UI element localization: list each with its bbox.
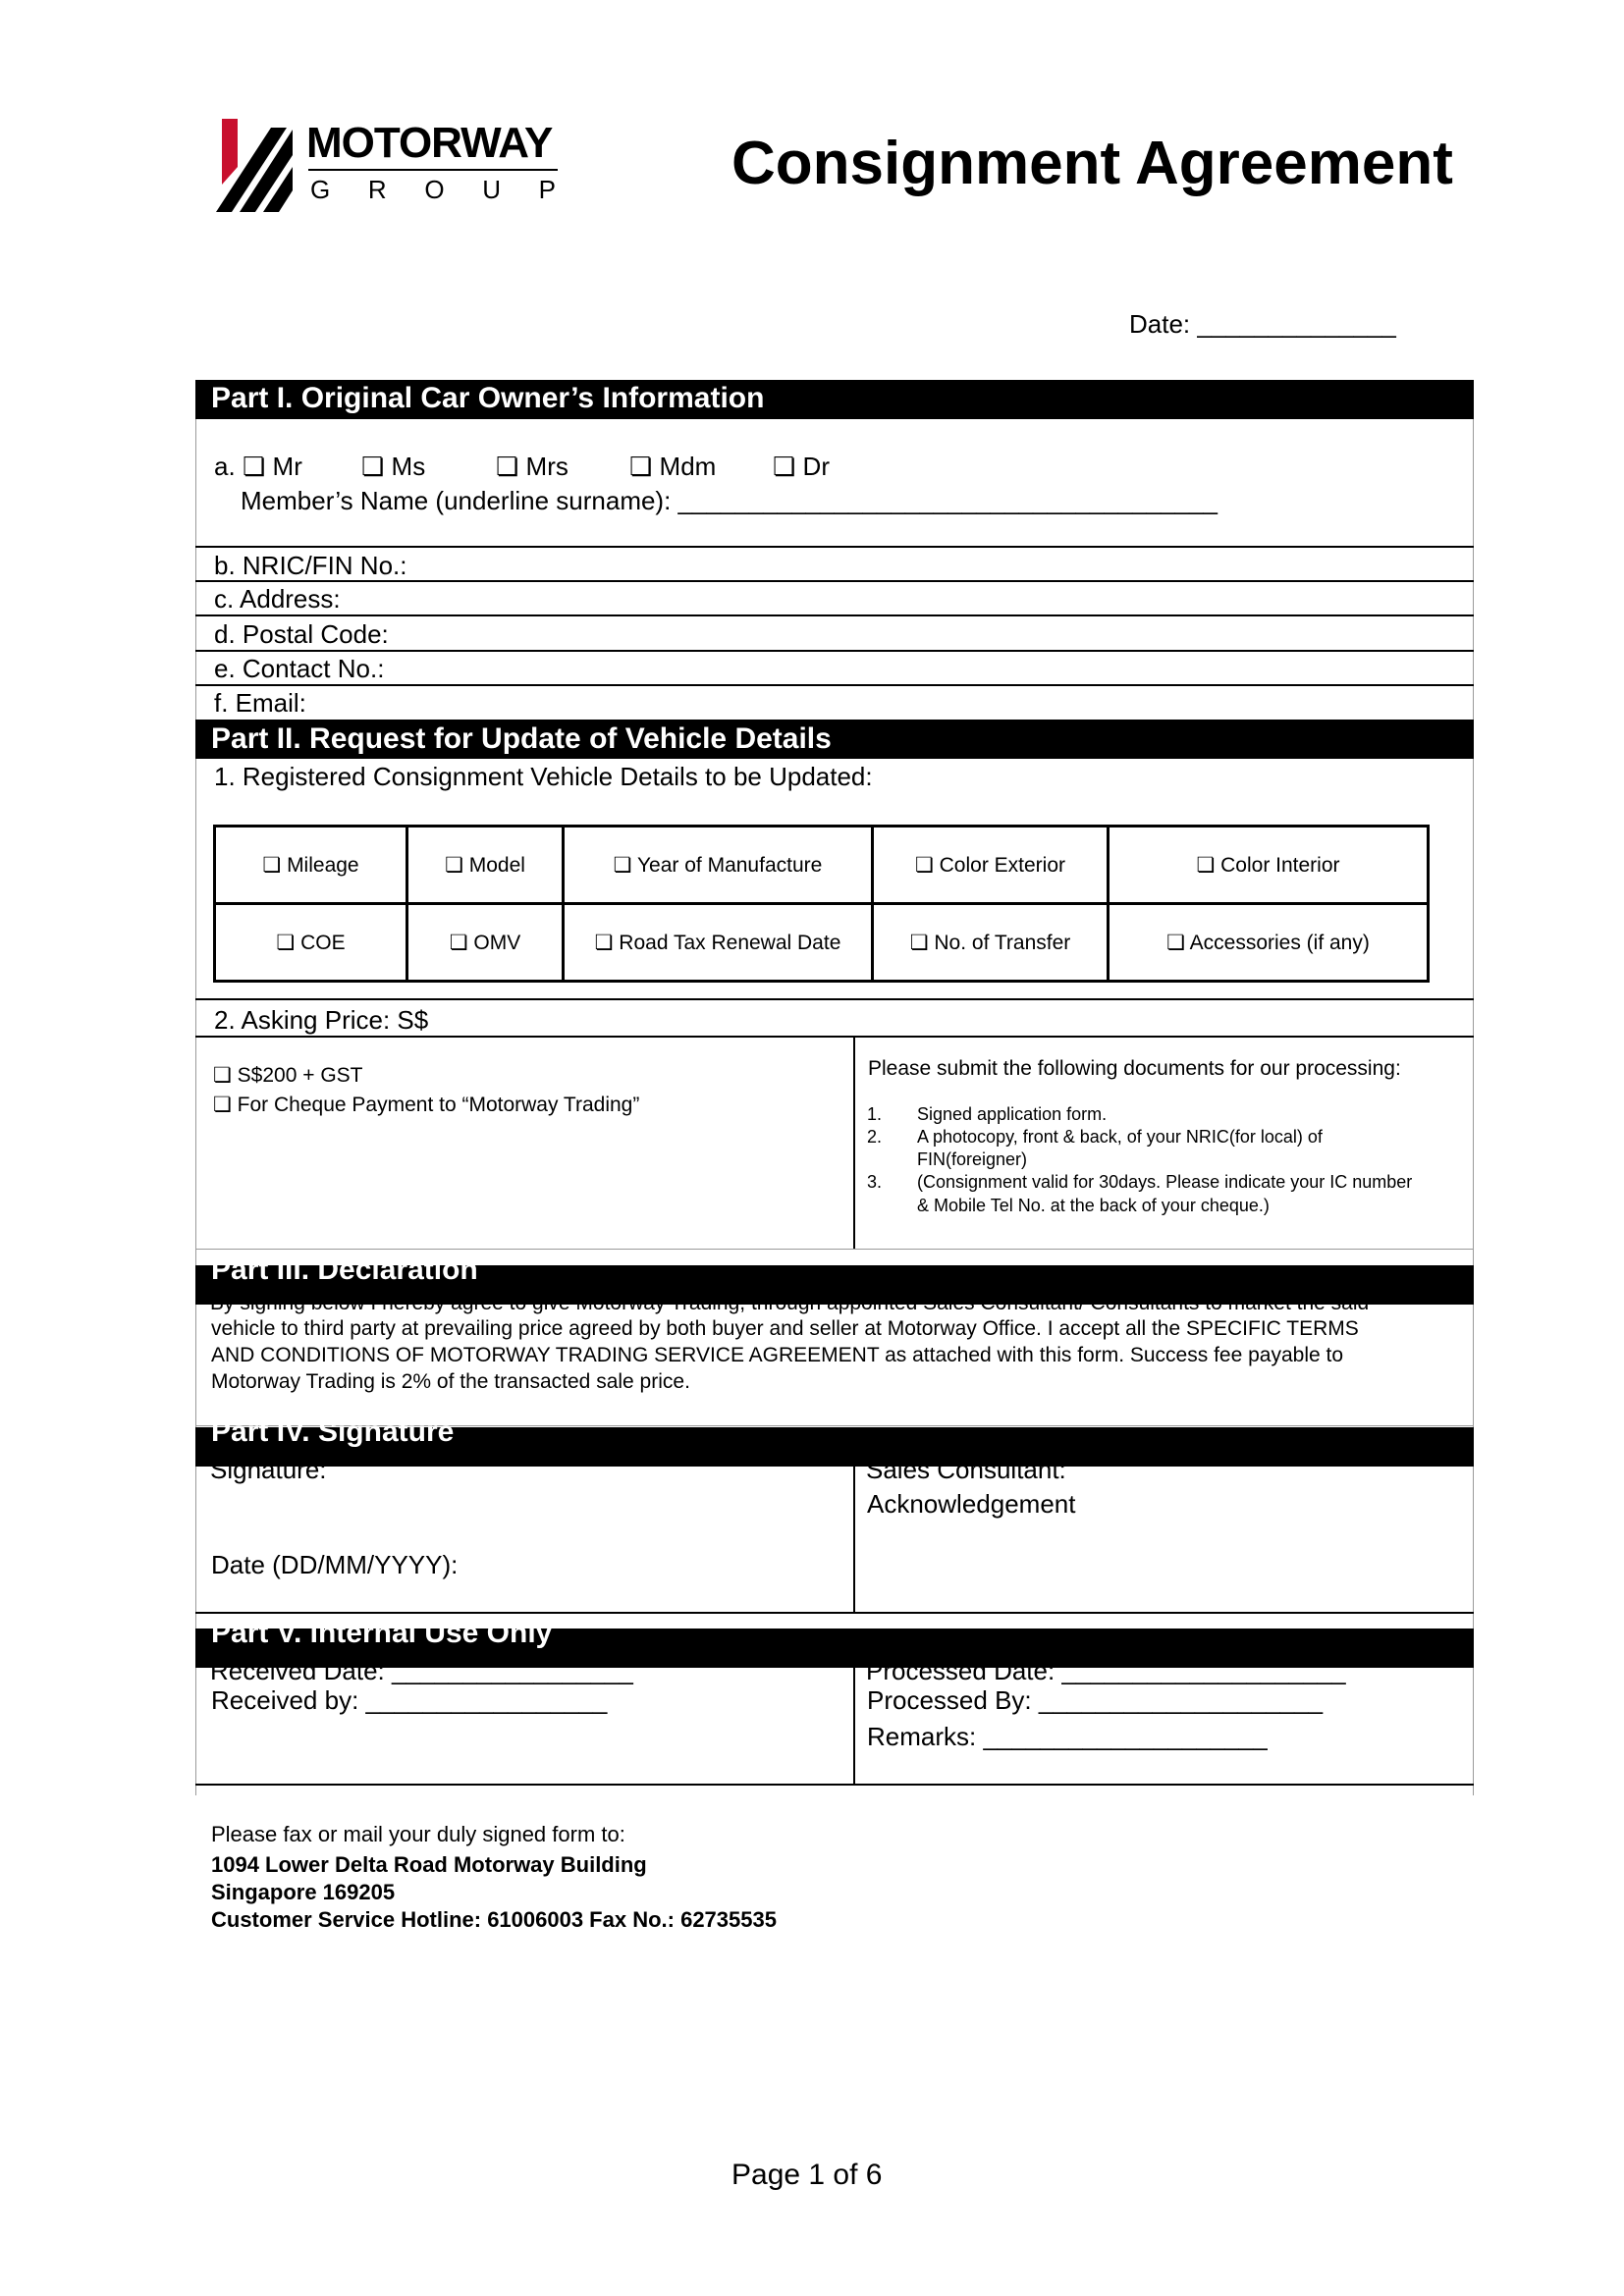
contact-no-field[interactable]: e. Contact No.: xyxy=(214,654,385,683)
column-divider xyxy=(853,1467,855,1612)
vehicle-details-table xyxy=(213,825,1430,983)
mail-instruction: Please fax or mail your duly signed form to: xyxy=(211,1822,625,1846)
checkbox-icon: ❏ xyxy=(262,853,282,877)
page-title: Consignment Agreement xyxy=(731,130,1453,197)
processed-by-field[interactable]: Processed By: ____________________ xyxy=(867,1685,1324,1715)
remarks-field[interactable]: Remarks: ____________________ xyxy=(867,1722,1268,1751)
title-option-mdm[interactable]: ❏ Mdm xyxy=(629,452,717,481)
processed-date-field[interactable]: Processed Date: ____________________ xyxy=(866,1656,1346,1685)
part5-heading: Part V. Internal Use Only xyxy=(211,1617,553,1649)
option-no-of-transfer[interactable]: ❏ No. of Transfer xyxy=(873,904,1109,982)
consultant-label-wrap xyxy=(866,1455,1259,1484)
declaration-first-line-wrap xyxy=(210,1292,1473,1314)
received-date-field[interactable]: Received Date: _________________ xyxy=(210,1656,633,1685)
logo-divider xyxy=(308,169,558,171)
received-by-field[interactable]: Received by: _________________ xyxy=(211,1685,608,1715)
divider xyxy=(195,614,1474,616)
vehicle-details-label: 1. Registered Consignment Vehicle Details to be Updated: xyxy=(214,762,873,791)
signature-date-field[interactable]: Date (DD/MM/YYYY): xyxy=(211,1550,459,1579)
checkbox-icon: ❏ xyxy=(243,452,266,481)
checkbox-icon: ❏ xyxy=(1166,931,1185,954)
title-option-ms[interactable]: ❏ Ms xyxy=(361,452,426,481)
title-option-mr[interactable]: ❏ Mr xyxy=(243,452,302,481)
address-field[interactable]: c. Address: xyxy=(214,584,341,614)
option-mileage[interactable]: ❏ Mileage xyxy=(215,827,407,904)
received-date-wrap xyxy=(210,1656,799,1685)
divider xyxy=(195,650,1474,652)
mail-address-line-1: 1094 Lower Delta Road Motorway Building xyxy=(211,1852,647,1877)
hotline-fax: Customer Service Hotline: 61006003 Fax No.: 62735535 xyxy=(211,1907,777,1932)
checkbox-icon: ❏ xyxy=(909,931,929,954)
document-item-3-text: (Consignment valid for 30days. Please indicate your IC number xyxy=(917,1172,1413,1192)
divider xyxy=(195,1612,1474,1614)
part2-header xyxy=(195,720,1474,759)
motorway-logo xyxy=(216,116,569,212)
divider xyxy=(195,546,1474,548)
divider xyxy=(195,1036,1474,1038)
checkbox-icon: ❏ xyxy=(496,452,519,481)
title-prefix: a. xyxy=(214,452,236,481)
column-divider xyxy=(853,1668,855,1784)
declaration-line-3: AND CONDITIONS OF MOTORWAY TRADING SERVICE AGREEMENT as attached with this form. Success fee payable to xyxy=(211,1344,1344,1366)
nric-field[interactable]: b. NRIC/FIN No.: xyxy=(214,551,407,580)
member-name-field[interactable]: Member’s Name (underline surname): ______________________________________ xyxy=(241,486,1218,515)
document-item-2-text: A photocopy, front & back, of your NRIC(for local) of xyxy=(917,1127,1323,1147)
title-options xyxy=(214,454,236,479)
option-color-interior[interactable]: ❏ Color Interior xyxy=(1109,827,1429,904)
option-year-of-manufacture[interactable]: ❏ Year of Manufacture xyxy=(564,827,873,904)
motorway-logo-mark-icon xyxy=(216,116,293,212)
checkbox-icon: ❏ xyxy=(449,931,468,954)
logo-wordmark: MOTORWAY xyxy=(306,119,553,167)
declaration-line-4: Motorway Trading is 2% of the transacted sale price. xyxy=(211,1370,690,1393)
part1-heading: Part I. Original Car Owner’s Information xyxy=(211,382,765,414)
divider xyxy=(195,580,1474,582)
postal-code-field[interactable]: d. Postal Code: xyxy=(214,619,389,649)
table-row xyxy=(215,827,1429,904)
option-color-exterior[interactable]: ❏ Color Exterior xyxy=(873,827,1109,904)
left-border xyxy=(195,419,196,1795)
logo-group-text: G R O U P xyxy=(310,175,556,204)
table-row xyxy=(215,904,1429,982)
divider xyxy=(195,1249,1474,1250)
divider xyxy=(195,998,1474,1000)
documents-intro: Please submit the following documents for our processing: xyxy=(868,1057,1401,1080)
page-number: Page 1 of 6 xyxy=(731,2159,883,2191)
date-field[interactable]: Date: ______________ xyxy=(1129,309,1396,339)
document-item-3-text-cont: & Mobile Tel No. at the back of your cheque.) xyxy=(917,1196,1270,1215)
declaration-line-2: vehicle to third party at prevailing price agreed by both buyer and seller at Motorway Office. I accept all the SPECIFIC TERMS xyxy=(211,1317,1359,1340)
document-item-3-number: 3. xyxy=(867,1172,883,1192)
checkbox-icon: ❏ xyxy=(1196,853,1216,877)
option-omv[interactable]: ❏ OMV xyxy=(407,904,564,982)
signature-label-wrap xyxy=(210,1455,603,1484)
document-item-2-number: 2. xyxy=(867,1127,883,1147)
mail-address-line-2: Singapore 169205 xyxy=(211,1880,396,1904)
fee-option-sgd200[interactable]: ❏ S$200 + GST xyxy=(213,1064,363,1087)
declaration-line-1: By signing below I hereby agree to give Motorway Trading, through appointed Sales Consultant/ Consultants to market the said xyxy=(210,1292,1370,1314)
document-item-2-text-cont: FIN(foreigner) xyxy=(917,1149,1028,1169)
checkbox-icon: ❏ xyxy=(773,452,796,481)
processed-date-wrap xyxy=(866,1656,1455,1685)
right-border xyxy=(1473,419,1474,1795)
fee-option-cheque[interactable]: ❏ For Cheque Payment to “Motorway Trading” xyxy=(213,1094,640,1116)
title-option-dr[interactable]: ❏ Dr xyxy=(773,452,830,481)
option-accessories[interactable]: ❏ Accessories (if any) xyxy=(1109,904,1429,982)
part3-heading: Part III. Declaration xyxy=(211,1254,478,1286)
checkbox-icon: ❏ xyxy=(213,1094,232,1116)
part1-header xyxy=(195,380,1474,419)
checkbox-icon: ❏ xyxy=(213,1064,232,1087)
option-model[interactable]: ❏ Model xyxy=(407,827,564,904)
checkbox-icon: ❏ xyxy=(361,452,385,481)
part4-header xyxy=(195,1415,1474,1467)
signature-field[interactable]: Signature: xyxy=(210,1455,327,1484)
part4-heading: Part IV. Signature xyxy=(211,1415,455,1448)
document-item-1-text: Signed application form. xyxy=(917,1104,1108,1124)
document-item-1-number: 1. xyxy=(867,1104,883,1124)
asking-price-field[interactable]: 2. Asking Price: S$ xyxy=(214,1005,429,1035)
option-coe[interactable]: ❏ COE xyxy=(215,904,407,982)
checkbox-icon: ❏ xyxy=(594,931,614,954)
checkbox-icon: ❏ xyxy=(276,931,296,954)
part2-heading: Part II. Request for Update of Vehicle Details xyxy=(211,722,832,755)
option-road-tax-renewal-date[interactable]: ❏ Road Tax Renewal Date xyxy=(564,904,873,982)
column-divider xyxy=(853,1037,855,1249)
sales-consultant-field[interactable]: Sales Consultant: xyxy=(866,1455,1066,1484)
checkbox-icon: ❏ xyxy=(445,853,463,877)
title-option-mrs[interactable]: ❏ Mrs xyxy=(496,452,568,481)
acknowledgement-label: Acknowledgement xyxy=(867,1489,1076,1519)
divider xyxy=(195,1784,1474,1786)
checkbox-icon: ❏ xyxy=(629,452,653,481)
divider xyxy=(195,684,1474,686)
checkbox-icon: ❏ xyxy=(914,853,934,877)
email-field[interactable]: f. Email: xyxy=(214,688,306,718)
checkbox-icon: ❏ xyxy=(613,853,632,877)
